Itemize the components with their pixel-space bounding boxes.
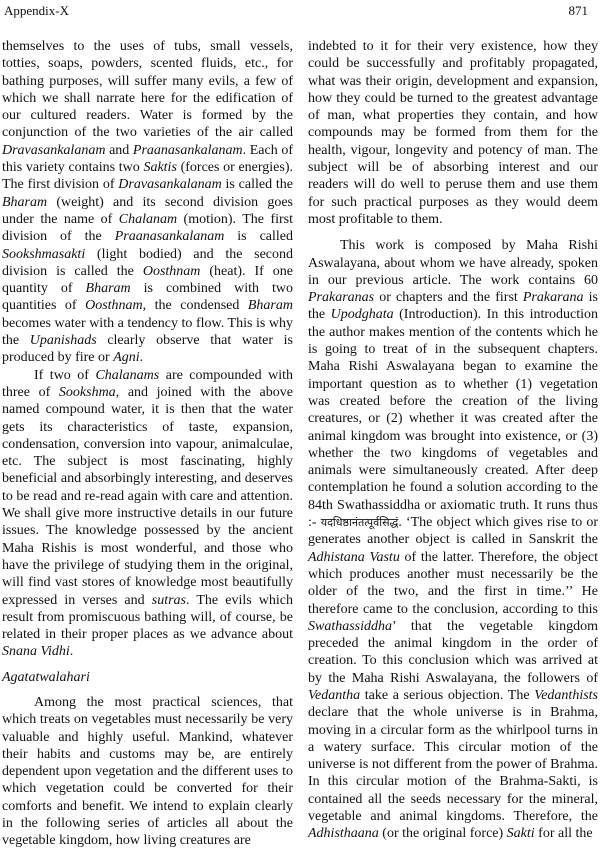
text-run: .: [139, 350, 144, 366]
text-run: becomes water with a tendency to flow. This is why the: [2, 315, 293, 349]
text-run: is the: [308, 290, 598, 323]
italic-term: Dravasankalanam: [118, 177, 222, 193]
italic-term: Vedanthists: [534, 687, 598, 703]
text-run: is called: [224, 229, 293, 245]
italic-term: Sookshmasakti: [2, 246, 86, 262]
text-run: and: [105, 142, 133, 158]
italic-term: sutras: [151, 592, 186, 608]
chapter-header: Appendix-X: [4, 3, 69, 18]
text-run: for all the: [534, 826, 593, 842]
italic-term: Chalanams: [95, 367, 160, 383]
italic-term: Bharam: [247, 298, 293, 314]
italic-term: Prakaranas: [308, 290, 375, 306]
text-run: (motion). The first division of the: [2, 211, 293, 245]
italic-term: Sakti: [506, 826, 535, 842]
section-heading: Agatatwalahari: [2, 669, 90, 685]
paragraph-vegetables-intro: [2, 694, 293, 850]
text-run: is called the: [221, 177, 293, 193]
italic-term: Oosthnam: [142, 263, 201, 279]
paragraph-vegetable-kingdom: [308, 38, 598, 228]
text-run: (light bodied) and the second division is called the: [2, 246, 293, 279]
text-run: .: [69, 644, 74, 660]
text-run: themselves to the uses of tubs, small vessels, totties, soaps, powders, scented fluids, etc., for bathing purposes, will suffer many evils, a few of which we shall narrate here for the edification of our cultured readers. Water is formed by the conjunction of the two varieties of the air called: [2, 39, 293, 141]
italic-term: Vedantha: [308, 687, 361, 703]
page-number: 871: [568, 3, 588, 18]
italic-term: Bharam: [2, 194, 48, 210]
italic-term: Dravasankalanam: [2, 142, 106, 158]
text-run: take a serious objection. The: [360, 687, 535, 703]
text-run: . ‘The object which gives rise to or generates another object is called in Sanskrit the: [308, 515, 598, 548]
left-column: [2, 38, 293, 850]
italic-term: Swathassiddha: [308, 618, 393, 634]
text-run: (weight) and its second division goes under the name of: [2, 194, 293, 227]
text-run: ’ that the vegetable kingdom preceded the animal kingdom in the order of creation. To this conclusion which was arrived at by the Maha Rishi Aswalayana, the followers of: [308, 618, 598, 686]
italic-term: Praanasankalanam: [132, 142, 243, 158]
paragraph-aswalayana: [308, 237, 598, 842]
text-run: indebted to it for their very existence, how they could be successfully and profitably propagated, what was their origin, development and expansion, how they could be turned to the greatest advantage of man, what properties they contain, and how compounds may be formed from them for the health, vigour, longevity and potency of man. The subject will be of absorbing interest and our readers will do well to peruse them and use them for such practical purposes as they would deem most profitable to them.: [308, 39, 598, 227]
italic-term: Saktis: [143, 160, 177, 176]
text-run: , the condensed: [142, 298, 248, 314]
text-run: is combined with two quantities of: [2, 281, 294, 314]
text-run: (or the original force): [378, 826, 507, 842]
text-run: , and joined with the above named compound water, it is then that the water gets its characteristics of taste, expansion, condensation, conversion into vapour, animalculae, etc. The subject is most fascinating, highly beneficial and absorbingly interesting, and deserves to be read and re-read again with care and attention. We shall give more instructive details in our future issues. The knowledge possessed by the ancient Maha Rishis is most wonderful, and those who have the privilege of studying them in the original, will find vast stores of knowledge most beautifully expressed in verses and: [2, 384, 293, 608]
italic-term: Snana Vidhi: [2, 644, 70, 660]
italic-term: Upanishads: [29, 333, 97, 349]
text-run: Among the most practical sciences, that which treats on vegetables must necessarily be very valuable and highly useful. Mankind, whatever their habits and customs may be, are entirely dependent upon vegetation and the different uses to which vegetation could be converted for their comforts and benefit. We intend to explain clearly in the following series of articles all about the vegetable kingdom, how living creatures are: [2, 694, 293, 849]
text-run: declare that the whole universe is in Brahma, moving in a circular form as the whirlpool turns in a watery surface. This circular motion of the universe is not different from the power of Brahma. In this circular motion of the Brahma-Sakti, is contained all the seeds necessary for the mineral, vegetable and animal kingdoms. Therefore, the: [308, 705, 598, 825]
text-run: If two of: [34, 367, 96, 383]
italic-term: Agni: [113, 350, 140, 366]
italic-term: Upodghata: [330, 307, 394, 323]
text-run: (Introduction). In this introduction the author makes mention of the contents which he is going to treat of in the subsequent chapters. Maha Rishi Aswalayana began to examine the important question as to whether (1) vegetation was created before the creation of the living creatures, or (2) whether it was created after the animal kingdom was brought into existence, or (3) whether the two kingdoms of vegetables and animals were simultaneously created. After deep contemplation he found a solution according to the 84th Swathassiddha or axiomatic truth. It runs thus :-: [308, 307, 599, 531]
text-run: clearly observe that water is produced by fire or: [2, 333, 293, 366]
italic-term: Praanasankalanam: [114, 229, 225, 245]
italic-term: Adhistana Vastu: [308, 549, 400, 565]
italic-term: Oosthnam: [85, 298, 143, 314]
sanskrit-quote: यदधिष्ठानंतत्पूर्वसिद्धं: [320, 516, 399, 530]
text-run: or chapters and the first: [374, 290, 523, 306]
text-run: (heat). If one quantity of: [2, 263, 294, 297]
text-run: This work is composed by Maha Rishi Aswalayana, about whom we have already, spoken in our previous article. The work contains 60: [308, 238, 598, 288]
italic-term: Bharam: [85, 281, 131, 297]
italic-term: Adhisthaana: [308, 826, 379, 842]
text-run: are compounded with three of: [2, 367, 293, 400]
running-header: [4, 3, 588, 19]
text-run: . Each of this variety contains two: [2, 142, 293, 176]
italic-term: Chalanam: [118, 211, 178, 227]
italic-term: Sookshma: [58, 384, 116, 400]
italic-term: Prakarana: [522, 290, 584, 306]
text-run: of the latter. Therefore, the object which produces another must necessarily be the older of the two, and the first in time.’’ He therefore came to the conclusion, according to this: [308, 549, 598, 617]
paragraph-chalanams: [2, 367, 293, 661]
right-column: [308, 38, 598, 843]
text-run: . The evils which result from promiscuous bathing will, of course, be related in their proper places as we advance about: [2, 592, 293, 643]
text-run: (forces or energies). The first division of: [2, 160, 293, 193]
paragraph-water-formation: [2, 38, 293, 367]
